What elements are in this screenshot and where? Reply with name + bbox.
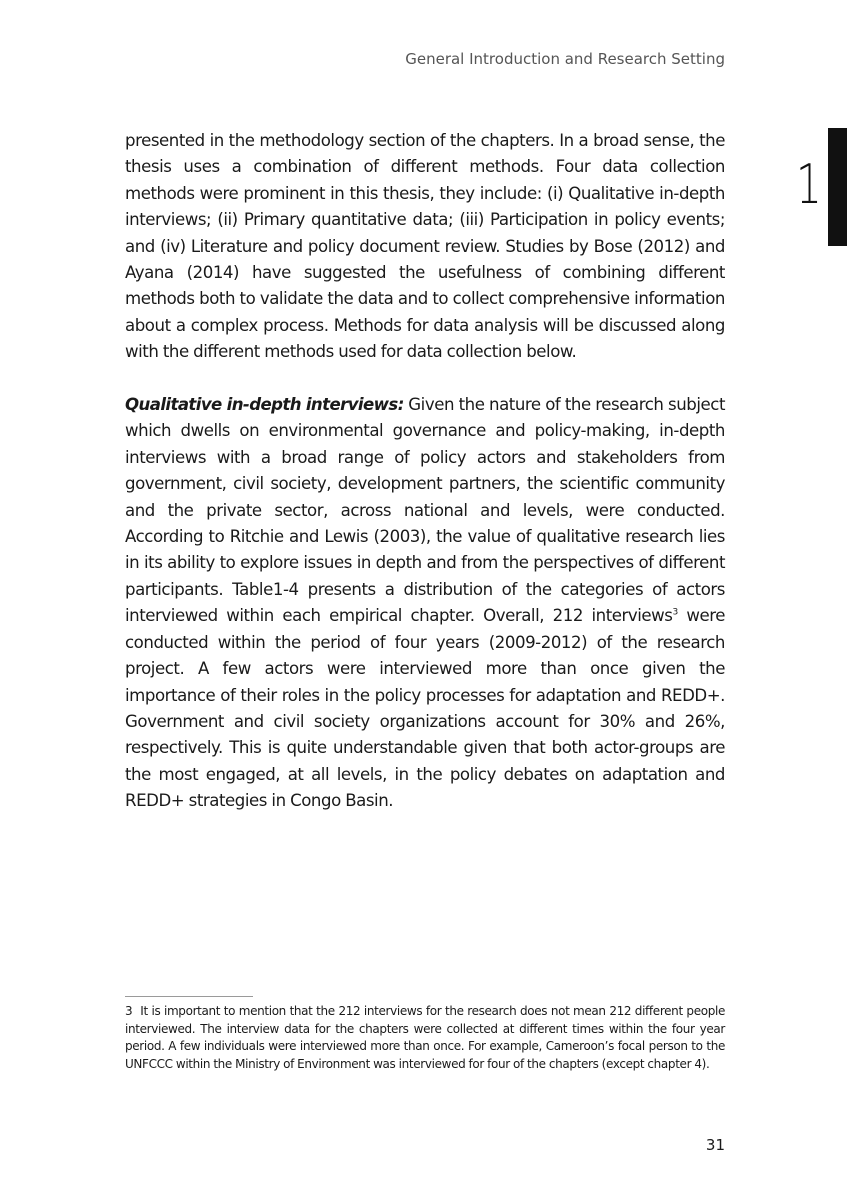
paragraph-interviews [125,392,725,815]
footnote-divider [125,996,253,997]
page-number: 31 [705,1136,725,1154]
paragraph-methods: presented in the methodology section of the chapters. In a broad sense, the thesis uses a combination of different methods. Four data collection methods were prominent in this thesis, they include: (i) Qualitative in-depth interviews; (ii) Primary quantitative data; (iii) Participation in policy events; and (iv) Literature and policy document review. Studies by Bose (2012) and Ayana (2014) have suggested the usefulness of combining different methods both to validate the data and to collect comprehensive information about a complex process. Methods for data analysis will be discussed along with the different methods used for data collection below. [125,131,725,362]
paragraph-text-part-1: Given the nature of the research subject which dwells on environmental governance and policy-making, in-depth interviews with a broad range of policy actors and stakeholders from government, civil society, development partners, the scientific community and the private sector, across national and levels, were conducted. According to Ritchie and Lewis (2003), the value of qualitative research lies in its ability to explore issues in depth and from the perspectives of different participants. Table1-4 presents a distribution of the categories of actors interviewed within each empirical chapter. Overall, 212 interviews [125,395,726,626]
paragraph-text-part-2: were conducted within the period of four years (2009-2012) of the research project. A few actors were interviewed more than once given the importance of their roles in the policy processes for adaptation and REDD+. Government and civil society organizations account for 30% and 26%, respectively. This is quite understandable given that both actor-groups are the most engaged, at all levels, in the policy debates on adaptation and REDD+ strategies in Congo Basin. [125,606,725,811]
paragraph-lead-colon: : [397,395,404,415]
chapter-number: 1 [796,153,822,216]
footnote-number: 3 [125,1004,133,1018]
footnote [125,1003,725,1073]
chapter-tab [828,128,847,246]
footnote-text: It is important to mention that the 212 interviews for the research does not mean 212 different people interviewed. The interview data for the chapters were collected at different times within the four year period. A few individuals were interviewed more than once. For example, Cameroon’s focal person to the UNFCCC within the Ministry of Environment was interviewed for four of the chapters (except chapter 4). [125,1004,725,1071]
body-text [125,128,725,815]
paragraph-lead-heading: Qualitative in-depth interviews [125,395,398,415]
running-header: General Introduction and Research Setting [405,50,725,68]
footnote-reference: 3 [672,607,678,618]
